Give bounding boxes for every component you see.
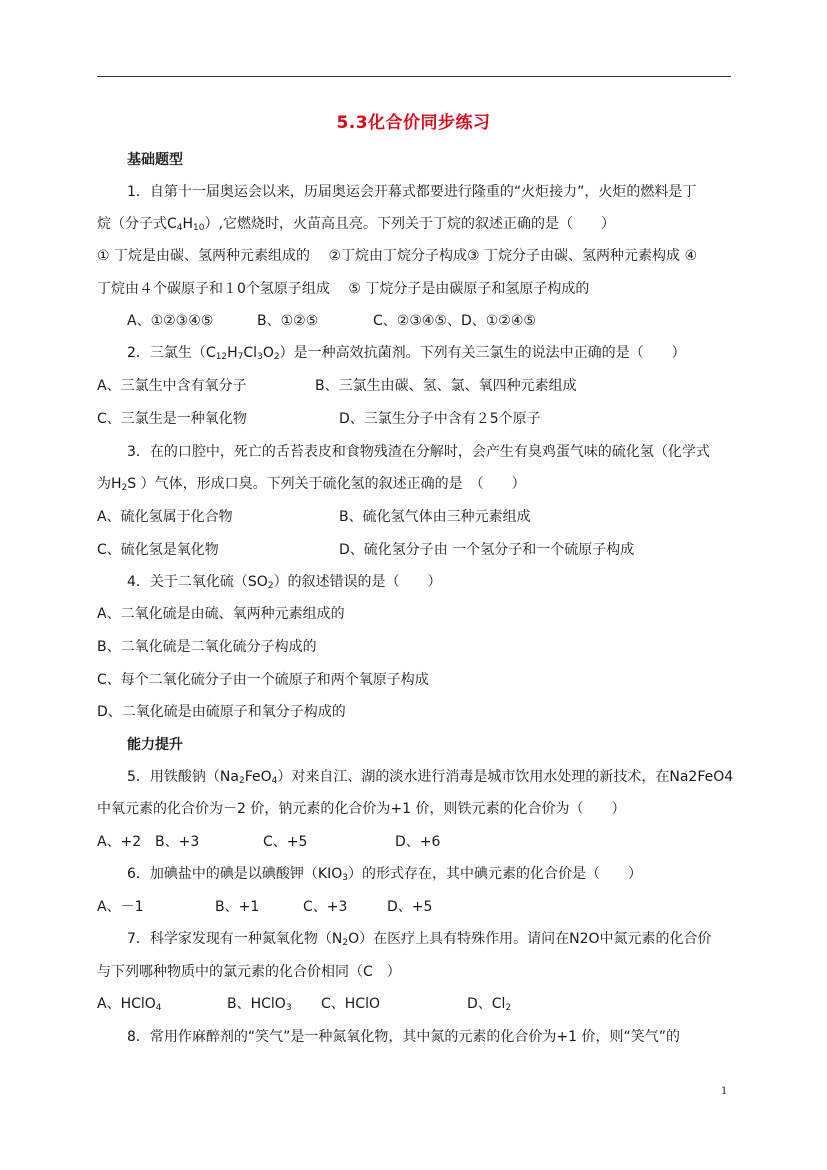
- q1-option-b: B、①②⑤: [257, 313, 319, 329]
- q6-stem: 6．加碘盐中的碘是以碘酸钾$(KIO_3)$的形式存在，其中碘元素的化合价是（ ）: [127, 866, 642, 883]
- q4-option-a: A、二氧化硫是由硫、氧两种元素组成的: [97, 606, 345, 622]
- q1-line2: 烷（分子式$C_4H_{10}$）,它燃烧时，火苗高且亮。下列关于丁烷的叙述正确的是（ ）: [97, 216, 615, 233]
- q7-option-c: C、HClO: [321, 996, 380, 1012]
- q5-line1: 5．用铁酸钠$(Na_2FeO_4)$对来自江、湖的淡水进行消毒是城市饮用水处理的新技术，在Na2FeO4: [127, 769, 734, 786]
- q6-option-b: B、+1: [215, 899, 260, 915]
- q4-option-b: B、二氧化硫是二氧化硫分子构成的: [97, 639, 317, 655]
- q1-option-cd: C、②③④⑤、D、①②④⑤: [373, 313, 536, 329]
- q7-line2: 与下列哪种物质中的氯元素的化合价相同（C ）: [97, 964, 401, 980]
- q7-line1: 7．科学家发现有一种氮氧化物$(N_2O)$在医疗上具有特殊作用。请问在N2O中氮元素的化合价: [127, 931, 712, 948]
- q6-option-a: A、－1: [97, 899, 144, 915]
- q1-line1: 1．自第十一届奥运会以来，历届奥运会开幕式都要进行隆重的“火炬接力”，火炬的燃料是丁: [127, 184, 697, 200]
- q8-line1: 8．常用作麻醉剂的“笑气”是一种氮氧化物，其中氮的元素的化合价为+1 价，则“笑气”的: [127, 1029, 681, 1045]
- q2-stem: 2．三氯生$(C_{12}H_7Cl_3O_2)$是一种高效抗菌剂。下列有关三氯生的说法中正确的是（ ）: [127, 345, 686, 362]
- q1-line4: 丁烷由４个碳原子和１0个氢原子组成 ⑤ 丁烷分子是由碳原子和氢原子构成的: [97, 281, 590, 297]
- q5-option-a: A、+2: [97, 834, 142, 850]
- q1-option-a: A、①②③④⑤: [127, 313, 214, 329]
- q2-option-b: B、三氯生由碳、氢、氯、氧四种元素组成: [315, 378, 577, 394]
- q3-option-a: A、硫化氢属于化合物: [97, 509, 233, 525]
- section-advanced: 能力提升: [127, 737, 183, 753]
- q6-option-d: D、+5: [387, 899, 433, 915]
- q5-option-b: B、+3: [155, 834, 200, 850]
- q3-option-c: C、硫化氢是氧化物: [97, 542, 219, 558]
- page-number: 1: [721, 1086, 728, 1097]
- section-basic: 基础题型: [127, 152, 183, 168]
- header-rule: [97, 76, 731, 77]
- q4-stem: 4．关于二氧化硫$(SO_2)$的叙述错误的是（ ）: [127, 574, 442, 591]
- q5-option-d: D、+6: [395, 834, 441, 850]
- q3-line1: 3．在的口腔中，死亡的舌苔表皮和食物残渣在分解时，会产生有臭鸡蛋气味的硫化氢（化学式: [127, 444, 710, 460]
- q5-option-c: C、+5: [263, 834, 308, 850]
- q6-option-c: C、+3: [303, 899, 348, 915]
- q5-line2: 中氧元素的化合价为－2 价，钠元素的化合价为+1 价，则铁元素的化合价为（ ）: [97, 801, 626, 817]
- q2-option-d: D、三氯生分子中含有２5个原子: [339, 411, 541, 427]
- q7-option-a: A、HClO$_4$: [97, 996, 162, 1013]
- q4-option-c: C、每个二氧化硫分子由一个硫原子和两个氧原子构成: [97, 672, 429, 688]
- q7-option-d: D、$Cl_2$: [467, 996, 512, 1013]
- q4-option-d: D、二氧化硫是由硫原子和氧分子构成的: [97, 704, 346, 720]
- q2-option-a: A、三氯生中含有氧分子: [97, 378, 247, 394]
- page-title: 5.3化合价同步练习: [336, 113, 491, 133]
- q3-option-b: B、硫化氢气体由三种元素组成: [339, 509, 531, 525]
- q2-option-c: C、三氯生是一种氧化物: [97, 411, 247, 427]
- q1-line3: ① 丁烷是由碳、氢两种元素组成的 ②丁烷由丁烷分子构成③ 丁烷分子由碳、氢两种元素构成 ④: [97, 248, 698, 264]
- q3-line2: 为$H_2S$ ）气体，形成口臭。下列关于硫化氢的叙述正确的是 （ ）: [97, 476, 526, 493]
- q7-option-b: B、HClO$_3$: [227, 996, 292, 1013]
- q3-option-d: D、硫化氢分子由 一个氢分子和一个硫原子构成: [339, 542, 635, 558]
